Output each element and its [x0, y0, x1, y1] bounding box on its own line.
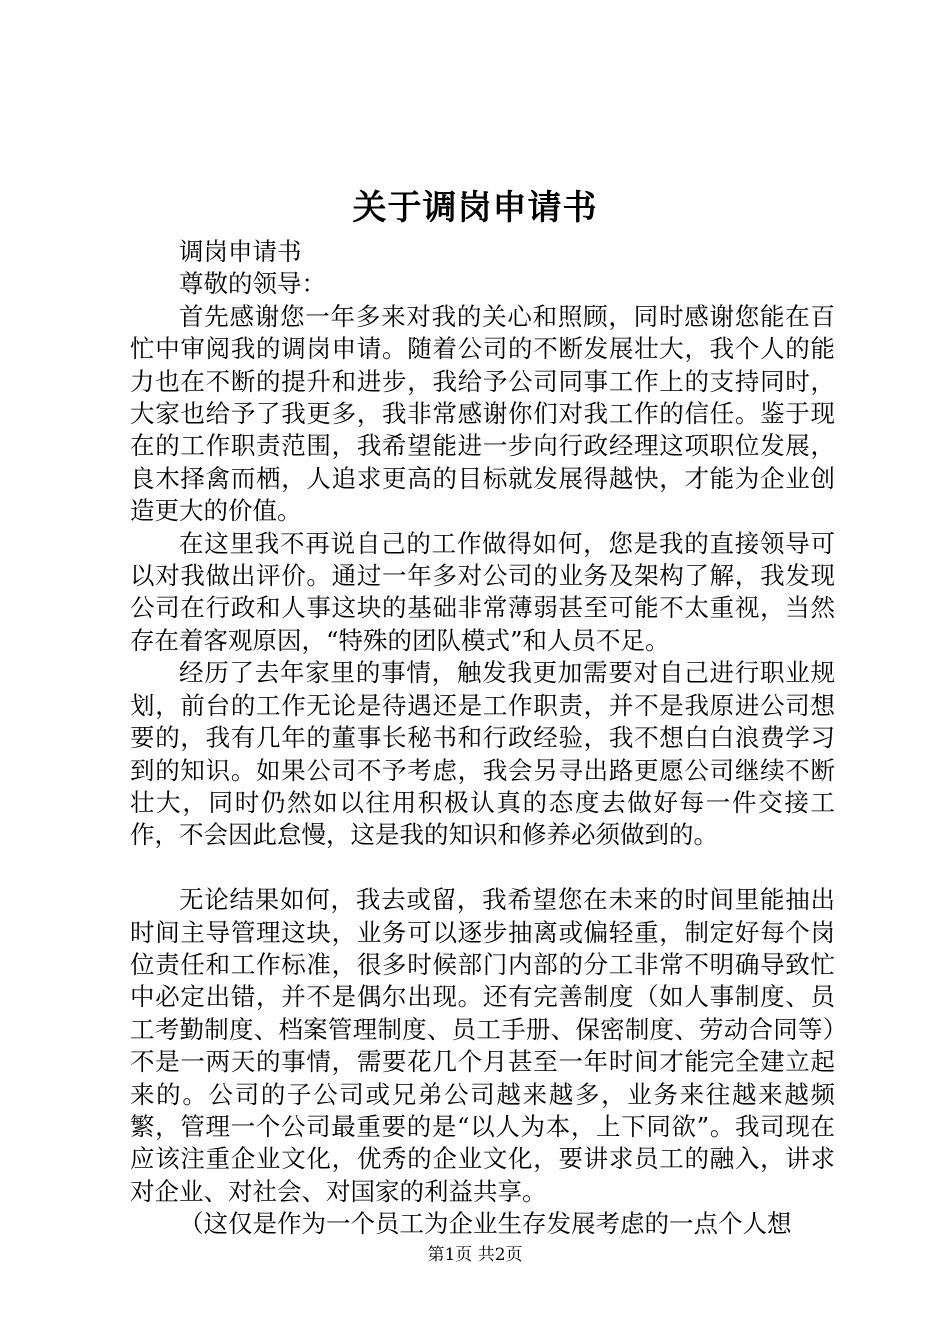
document-title: 关于调岗申请书: [352, 188, 598, 228]
paragraph-4: 无论结果如何，我去或留，我希望您在未来的时间里能抽出时间主导管理这块，业务可以逐步抽离或偏轻重，制定好每个岗位责任和工作标准，很多时候部门内部的分工非常不明确导致忙中必定出错，并不是偶尔出现。还有完善制度（如人事制度、员工考勤制度、档案管理制度、员工手册、保密制度、劳动合同等）不是一两天的事情，需要花几个月甚至一年时间才能完全建立起来的。公司的子公司或兄弟公司越来越多，业务来往越来越频繁，管理一个公司最重要的是“以人为本，上下同欲”。我司现在应该注重企业文化，优秀的企业文化，要讲求员工的融入，讲求对企业、对社会、对国家的利益共享。: [130, 885, 835, 1206]
paragraph-salutation: 尊敬的领导：: [179, 269, 326, 299]
paragraph-2: 在这里我不再说自己的工作做得如何，您是我的直接领导可以对我做出评价。通过一年多对公司的业务及架构了解，我发现公司在行政和人事这块的基础非常薄弱甚至可能不太重视，当然存在着客观原因，“特殊的团队模式”和人员不足。: [130, 528, 835, 655]
page-footer: 第1页 共2页: [427, 1245, 523, 1265]
paragraph-1: 首先感谢您一年多来对我的关心和照顾，同时感谢您能在百忙中审阅我的调岗申请。随着公司的不断发展壮大，我个人的能力也在不断的提升和进步，我给予公司同事工作上的支持同时，大家也给予了我更多，我非常感谢你们对我工作的信任。鉴于现在的工作职责范围，我希望能进一步向行政经理这项职位发展，良木择禽而栖，人追求更高的目标就发展得越快，才能为企业创造更大的价值。: [130, 301, 835, 526]
document-body: [130, 236, 835, 1241]
paragraph-heading: 调岗申请书: [179, 237, 302, 266]
paragraph-blank: [130, 852, 835, 884]
paragraph-5: （这仅是作为一个员工为企业生存发展考虑的一点个人想: [179, 1209, 792, 1239]
paragraph-3: 经历了去年家里的事情，触发我更加需要对自己进行职业规划，前台的工作无论是待遇还是工作职责，并不是我原进公司想要的，我有几年的董事长秘书和行政经验，我不想白白浪费学习到的知识。如果公司不予考虑，我会另寻出路更愿公司继续不断壮大，同时仍然如以往用积极认真的态度去做好每一件交接工作，不会因此怠慢，这是我的知识和修养必须做到的。: [130, 658, 835, 850]
